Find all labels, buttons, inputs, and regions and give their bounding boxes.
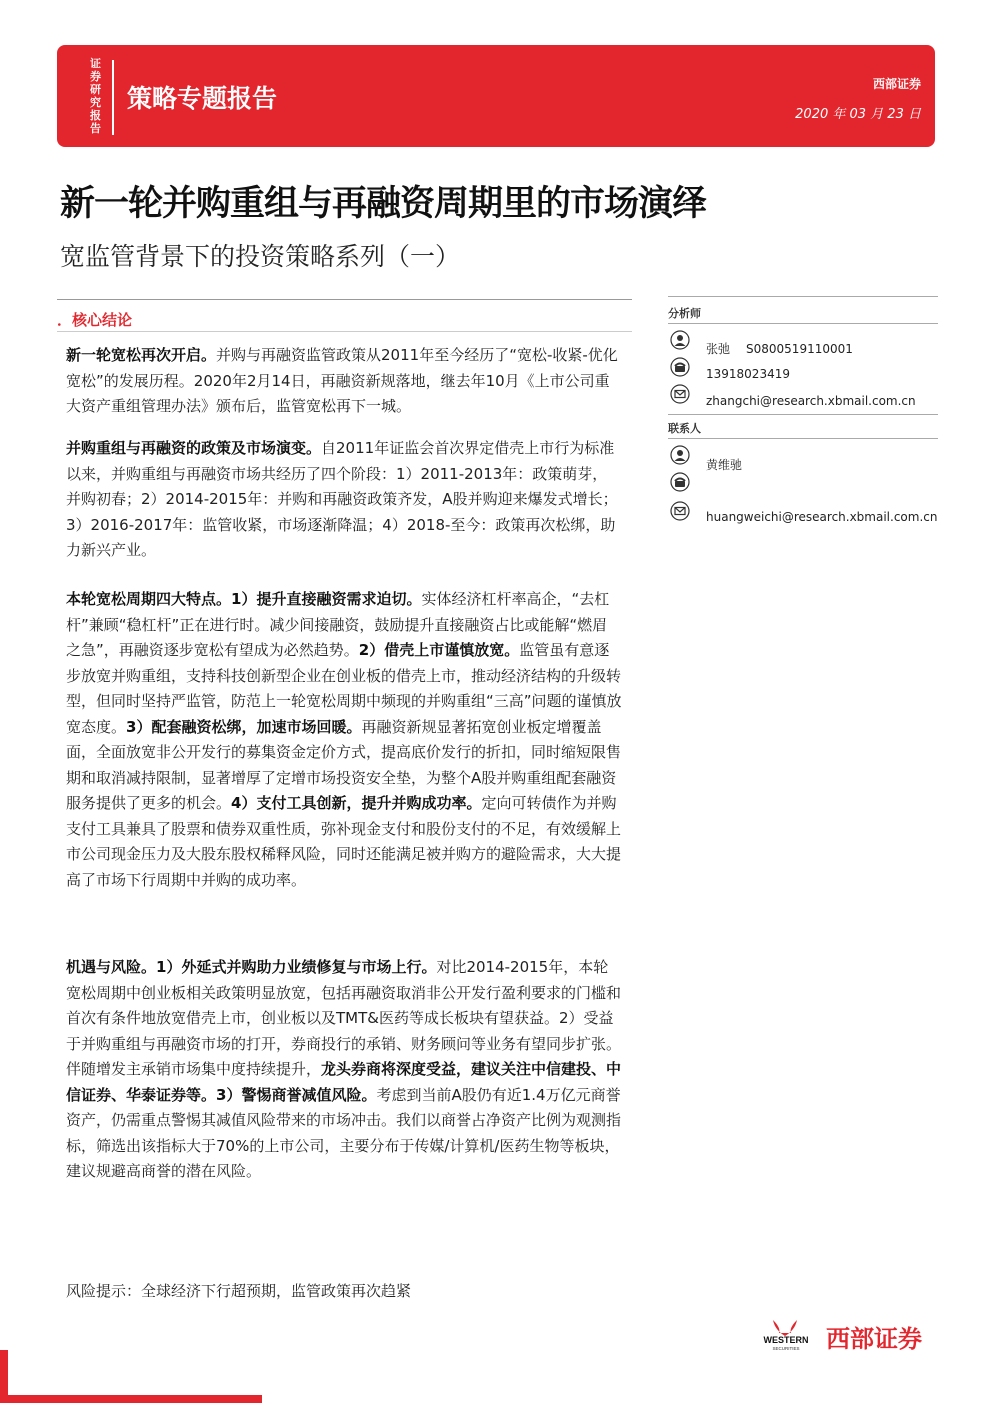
header-banner (57, 45, 935, 147)
analyst-label: 分析师 (668, 307, 701, 320)
section-heading: ．核心结论 (57, 311, 133, 329)
contact-name: 黄维驰 (706, 458, 743, 472)
analyst-email[interactable]: zhangchi@research.xbmail.com.cn (706, 394, 916, 408)
contact-label: 联系人 (668, 422, 701, 435)
email-icon (670, 501, 690, 521)
svg-text:SECURITIES: SECURITIES (772, 1346, 800, 1351)
sidebar-rule (668, 323, 938, 324)
sidebar-rule (668, 438, 938, 439)
report-date: 2020 年 03 月 23 日 (795, 107, 921, 122)
person-icon (670, 330, 690, 350)
phone-icon (670, 357, 690, 377)
paragraph-4: 机遇与风险。1）外延式并购助力业绩修复与市场上行。对比2014-2015年，本轮宽松周期中创业板相关政策明显放宽，包括再融资取消非公开发行盈利要求的门槛和首次有条件地放宽借壳上市，创业板以及TMT&医药等成长板块有望获益。2）受益于并购重组与再融资市场的打开，券商投行的承销、财务顾问等业务有望同步扩张。伴随增发主承销市场集中度持续提升，龙头券商将深度受益，建议关注中信建投、中信证券、华泰证券等。3）警惕商誉减值风险。考虑到当前A股仍有近1.4万亿元商誉资产，仍需重点警惕其减值风险带来的市场冲击。我们以商誉占净资产比例为观测指标，筛选出该指标大于70%的上市公司，主要分布于传媒/计算机/医药生物等板块，建议规避高商誉的潜在风险。 (66, 958, 622, 1180)
analyst-phone: 13918023419 (706, 367, 790, 381)
email-icon (670, 384, 690, 404)
person-icon (670, 445, 690, 465)
paragraph-2: 并购重组与再融资的政策及市场演变。自2011年证监会首次界定借壳上市行为标准以来，并购重组与再融资市场共经历了四个阶段：1）2011-2013年：政策萌芽，并购初春；2）2014-2015年：并购和再融资政策齐发，A股并购迎来爆发式增长；3）2016-2017年：监管收紧，市场逐渐降温；4）2018-至今：政策再次松绑，助力新兴产业。 (66, 439, 618, 559)
phone-icon (670, 472, 690, 492)
sidebar-top-rule (668, 296, 938, 297)
contact-email[interactable]: huangweichi@research.xbmail.com.cn (706, 510, 938, 524)
bullet-icon: ． (57, 311, 73, 329)
analyst-name-line: 张弛 S0800519110001 (706, 342, 853, 356)
sidebar-rule (668, 414, 938, 415)
logo-chinese-name: 西部证券 (826, 1325, 922, 1353)
paragraph-1: 新一轮宽松再次开启。并购与再融资监管政策从2011年至今经历了“宽松-收紧-优化宽松”的发展历程。2020年2月14日，再融资新规落地，继去年10月《上市公司重大资产重组管理办法》颁布后，监管宽松再下一城。 (66, 346, 618, 415)
paragraph-3: 本轮宽松周期四大特点。1）提升直接融资需求迫切。实体经济杠杆率高企，“去杠杆”兼顾“稳杠杆”正在进行时。减少间接融资，鼓励提升直接融资占比或能解“燃眉之急”，再融资逐步宽松有望成为必然趋势。2）借壳上市谨慎放宽。监管虽有意逐步放宽并购重组，支持科技创新型企业在创业板的借壳上市，推动经济结构的升级转型，但同时坚持严监管，防范上一轮宽松周期中频现的并购重组“三高”问题的谨慎放宽态度。3）配套融资松绑，加速市场回暖。再融资新规显著拓宽创业板定增覆盖面，全面放宽非公开发行的募集资金定价方式，提高底价发行的折扣，同时缩短限售期和取消减持限制，显著增厚了定增市场投资安全垫，为整个A股并购重组配套融资服务提供了更多的机会。4）支付工具创新，提升并购成功率。定向可转债作为并购支付工具兼具了股票和债券双重性质，弥补现金支付和股份支付的不足，有效缓解上市公司现金压力及大股东股权稀释风险，同时还能满足被并购方的避险需求，大大提高了市场下行周期中并购的成功率。 (66, 590, 622, 889)
western-securities-logo (751, 1318, 821, 1356)
vertical-label: 证券研究报告 (90, 57, 101, 135)
page-title: 新一轮并购重组与再融资周期里的市场演绎 (60, 184, 707, 224)
report-type: 策略专题报告 (127, 84, 278, 113)
banner-divider (112, 60, 114, 135)
risk-note: 风险提示：全球经济下行超预期，监管政策再次趋紧 (66, 1282, 412, 1300)
page-subtitle: 宽监管背景下的投资策略系列（一） (60, 242, 461, 271)
header-divider (57, 299, 632, 300)
brand-name: 西部证券 (872, 77, 921, 91)
footer-accent-horizontal (0, 1395, 262, 1403)
svg-text:WESTERN: WESTERN (763, 1335, 809, 1345)
section-divider (57, 331, 632, 332)
